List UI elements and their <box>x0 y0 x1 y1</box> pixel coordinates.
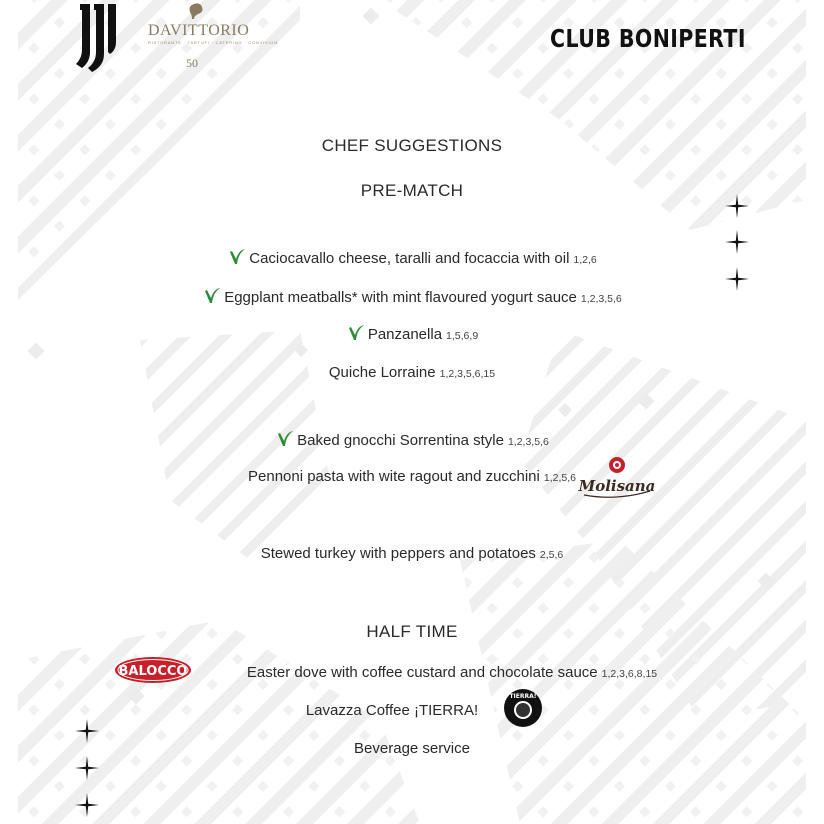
molisana-logo-icon <box>578 455 656 503</box>
tierra-logo-text: TIERRA! <box>509 693 537 700</box>
dish-item <box>0 468 824 485</box>
pre-match-heading: PRE-MATCH <box>360 181 464 200</box>
sparkle-star-icon <box>725 194 749 218</box>
vegetarian-leaf-icon <box>227 246 247 266</box>
dish-name: Easter dove with coffee custard and chocolate sauce <box>246 664 598 681</box>
dish-name: Lavazza Coffee ¡TIERRA! <box>305 702 479 719</box>
dish-allergens: 1,5,6,9 <box>446 330 479 342</box>
dish-item <box>0 545 824 562</box>
half-time-heading: HALF TIME <box>366 622 458 641</box>
dish-item <box>0 702 824 719</box>
partner-name: DAVITTORIO <box>148 22 250 39</box>
dish-allergens: 1,2,3,6,8,15 <box>601 668 658 680</box>
dish-allergens: 1,2,3,5,6 <box>507 436 549 448</box>
dish-name: Caciocavallo cheese, taralli and focaccia with oil <box>249 250 570 267</box>
vegetarian-leaf-icon <box>346 322 366 342</box>
sparkle-star-icon <box>725 230 749 254</box>
tierra-logo-icon <box>503 688 543 728</box>
dish-item <box>0 364 824 381</box>
dish-name: Panzanella <box>367 326 443 343</box>
molisana-logo-text: Molisana <box>578 477 656 495</box>
dish-name: Beverage service <box>354 740 470 757</box>
balocco-logo-text: BALOCCO <box>118 664 188 679</box>
dish-item <box>0 322 824 343</box>
juventus-logo-icon <box>74 2 118 72</box>
partner-tagline: RISTORANTE · TARTUFI · CATERING · CONVIVIUM <box>148 40 279 45</box>
dish-item <box>0 740 824 757</box>
dish-allergens: 1,2,5,6 <box>543 472 576 484</box>
dish-name: Quiche Lorraine <box>328 364 436 381</box>
vegetarian-leaf-icon <box>275 428 295 448</box>
club-title: CLUB BONIPERTI <box>550 24 746 53</box>
dish-allergens: 1,2,3,5,6 <box>580 293 622 305</box>
dish-name: Pennoni pasta with wite ragout and zucchini <box>248 468 540 485</box>
dish-allergens: 2,5,6 <box>539 549 564 561</box>
dish-allergens: 1,2,3,5,6,15 <box>439 368 496 380</box>
sparkle-star-icon <box>75 793 99 817</box>
sparkle-star-icon <box>75 756 99 780</box>
davittorio-logo-icon <box>186 2 206 20</box>
dish-item <box>0 285 824 306</box>
left-margin <box>0 0 18 824</box>
vegetarian-leaf-icon <box>202 285 222 305</box>
dish-name: Eggplant meatballs* with mint flavoured yogurt sauce <box>224 289 577 306</box>
header <box>0 0 824 90</box>
dish-allergens: 1,2,6 <box>573 254 597 266</box>
dish-name: Baked gnocchi Sorrentina style <box>297 432 504 449</box>
right-margin <box>806 0 824 824</box>
dish-item <box>0 246 824 267</box>
balocco-logo-icon <box>114 656 192 684</box>
sparkle-star-icon <box>75 719 99 743</box>
dish-item <box>0 428 824 449</box>
dish-name: Stewed turkey with peppers and potatoes <box>260 545 536 562</box>
sparkle-star-icon <box>725 267 749 291</box>
menu-title: CHEF SUGGESTIONS <box>321 136 503 155</box>
partner-anniversary: 50 <box>186 56 198 70</box>
